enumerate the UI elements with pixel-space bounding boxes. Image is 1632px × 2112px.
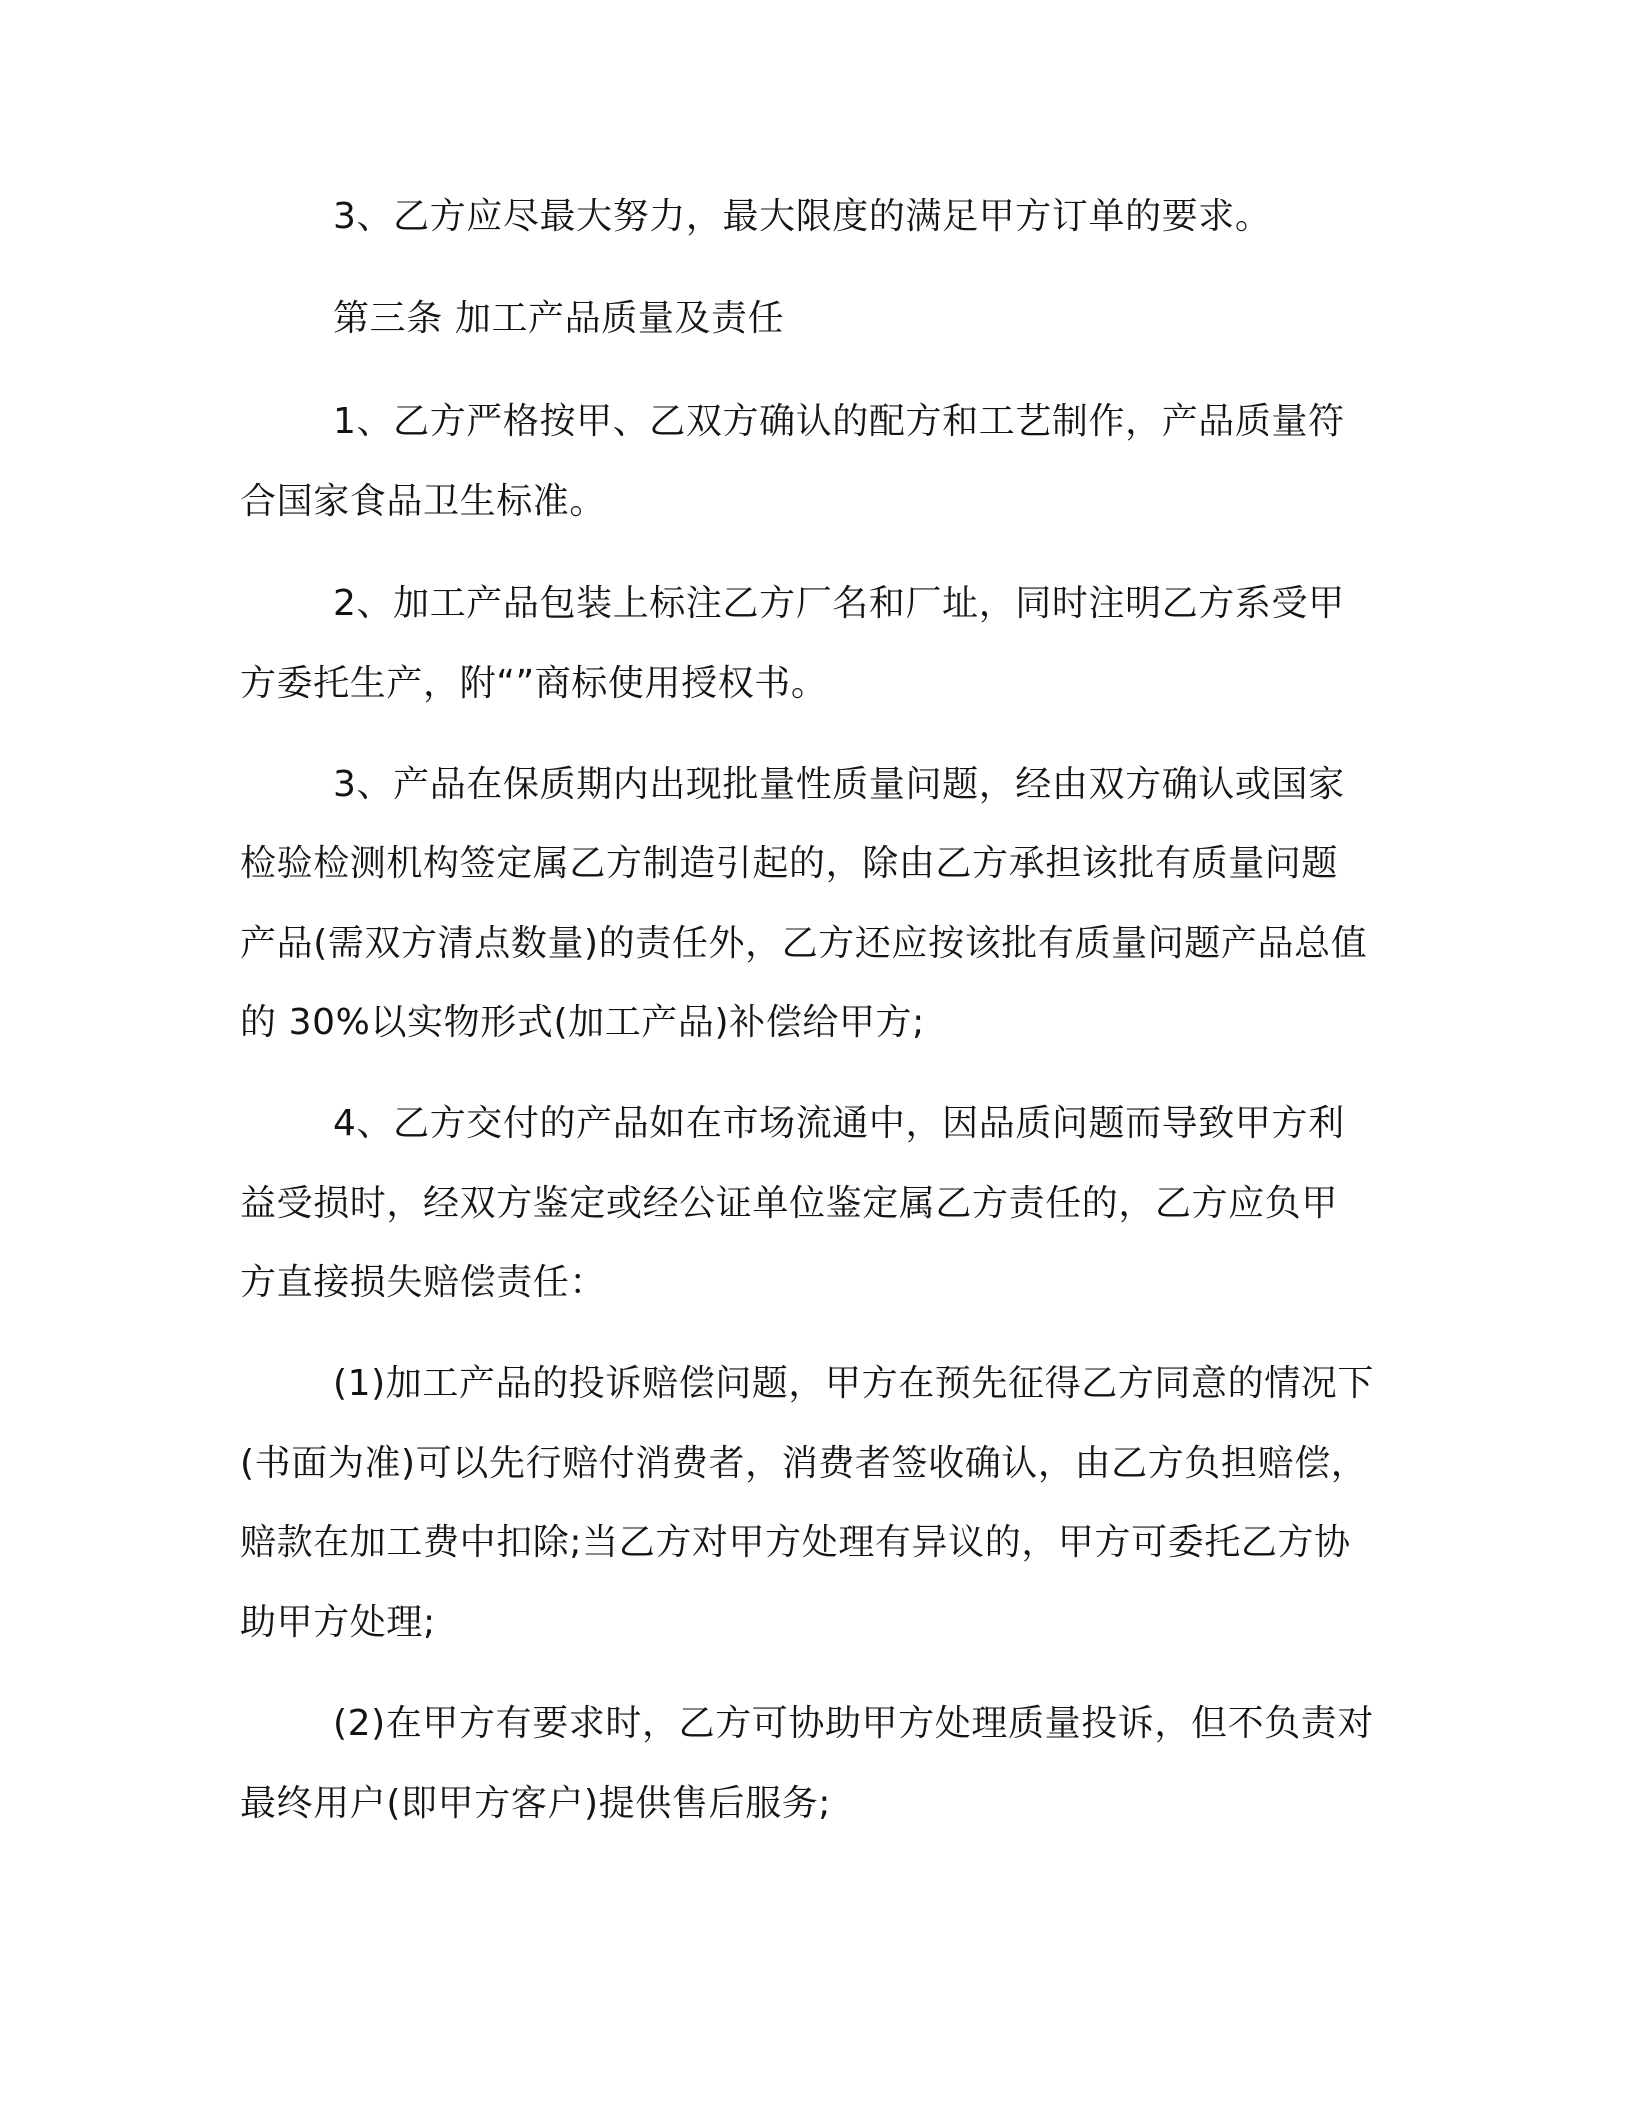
paragraph-line: (2)在甲方有要求时，乙方可协助甲方处理质量投诉，但不负责对 <box>333 1703 1374 1744</box>
section-heading: 第三条 加工产品质量及责任 <box>333 298 785 339</box>
paragraph-line: (1)加工产品的投诉赔偿问题，甲方在预先征得乙方同意的情况下 <box>333 1363 1374 1404</box>
paragraph-line: 产品(需双方清点数量)的责任外，乙方还应按该批有质量问题产品总值 <box>240 923 1368 964</box>
paragraph-line: 益受损时，经双方鉴定或经公证单位鉴定属乙方责任的，乙方应负甲 <box>240 1183 1339 1224</box>
paragraph-line: 方委托生产，附“”商标使用授权书。 <box>240 663 828 704</box>
paragraph-line: (书面为准)可以先行赔付消费者，消费者签收确认，由乙方负担赔偿， <box>240 1443 1368 1484</box>
paragraph-line: 2、加工产品包装上标注乙方厂名和厂址，同时注明乙方系受甲 <box>333 583 1345 624</box>
paragraph-line: 合国家食品卫生标准。 <box>240 481 607 522</box>
paragraph-line: 助甲方处理; <box>240 1602 436 1643</box>
paragraph-line: 的 30%以实物形式(加工产品)补偿给甲方; <box>240 1002 925 1043</box>
paragraph-line: 4、乙方交付的产品如在市场流通中，因品质问题而导致甲方利 <box>333 1103 1345 1144</box>
paragraph-line: 3、乙方应尽最大努力，最大限度的满足甲方订单的要求。 <box>333 196 1272 237</box>
paragraph-line: 方直接损失赔偿责任： <box>240 1262 607 1303</box>
paragraph-line: 赔款在加工费中扣除;当乙方对甲方处理有异议的，甲方可委托乙方协 <box>240 1522 1351 1563</box>
paragraph-line: 1、乙方严格按甲、乙双方确认的配方和工艺制作，产品质量符 <box>333 401 1345 442</box>
paragraph-line: 最终用户(即甲方客户)提供售后服务; <box>240 1783 832 1824</box>
paragraph-line: 3、产品在保质期内出现批量性质量问题，经由双方确认或国家 <box>333 764 1345 805</box>
paragraph-line: 检验检测机构签定属乙方制造引起的，除由乙方承担该批有质量问题 <box>240 843 1339 884</box>
